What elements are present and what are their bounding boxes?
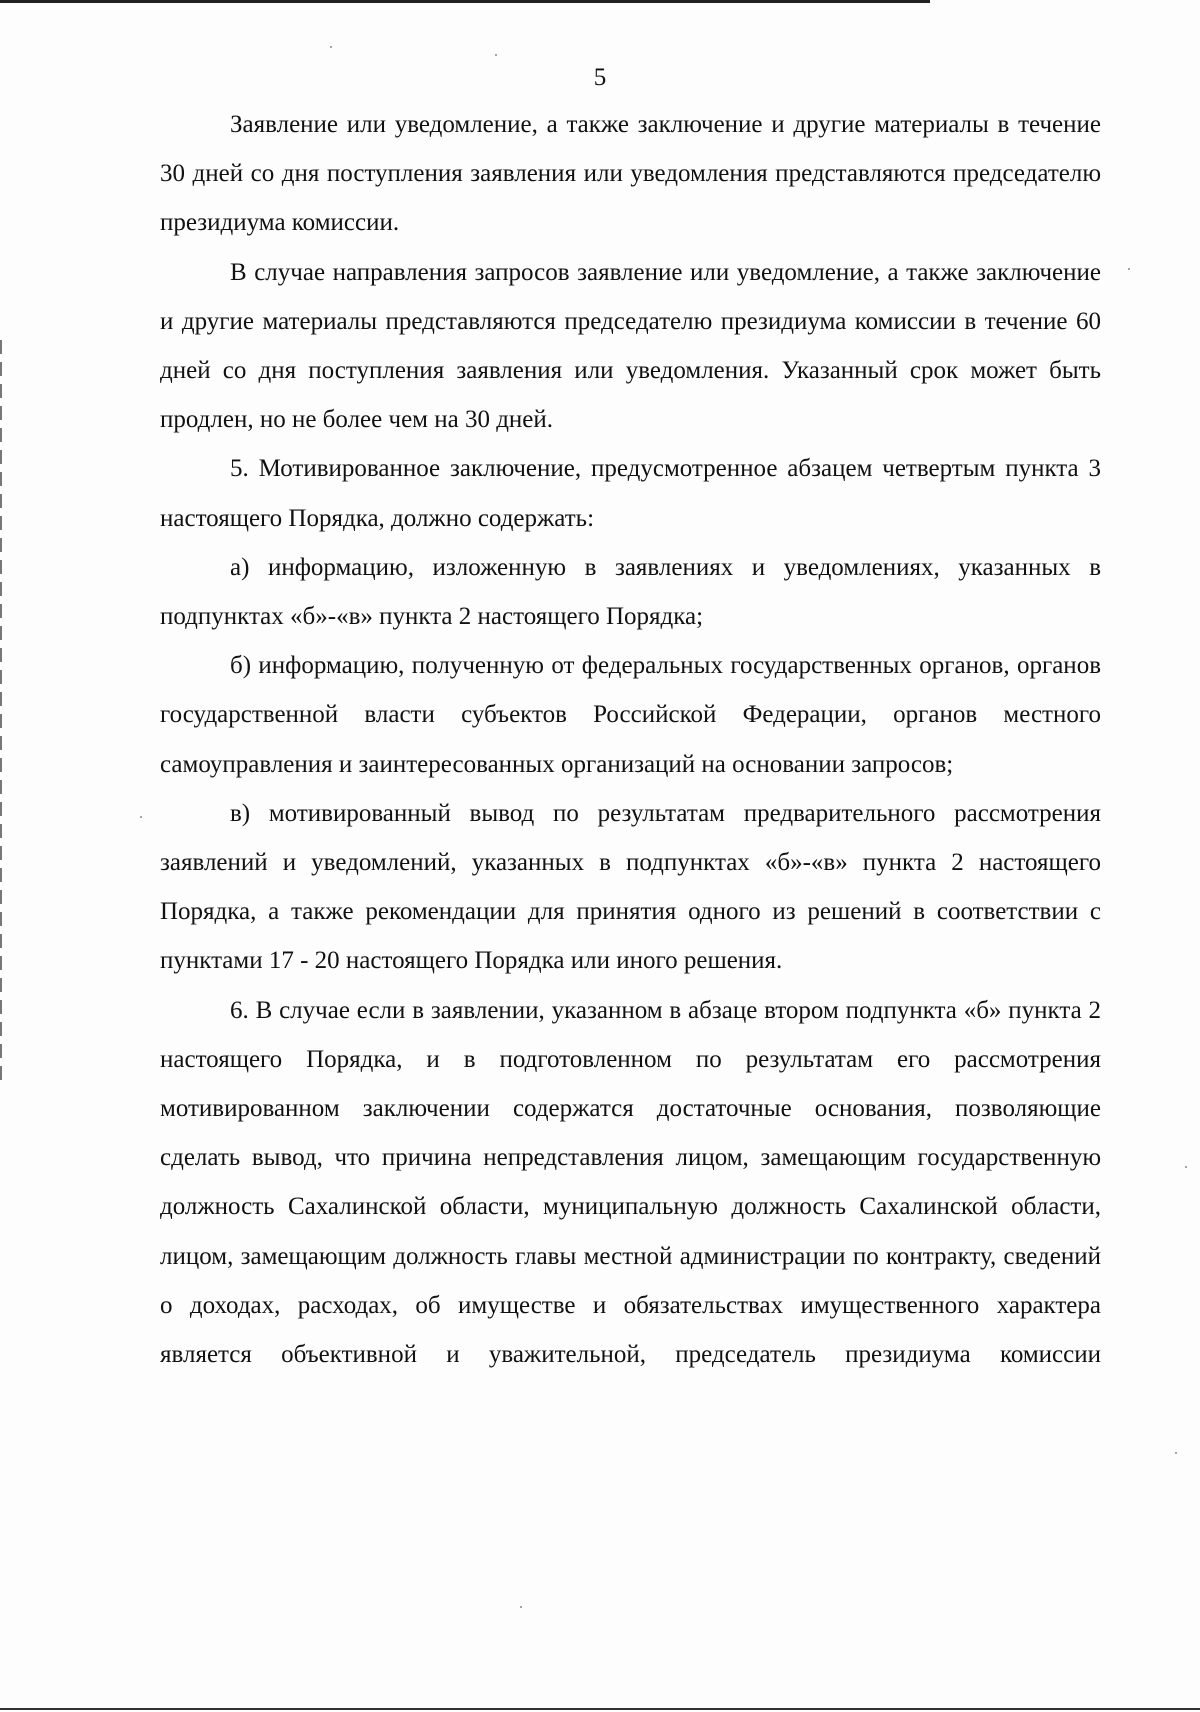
scan-speck	[495, 54, 497, 56]
paragraph-item-5v: в) мотивированный вывод по результатам предварительного рассмотрения заявлений и уведомлений, указанных в подпунктах «б»-«в» пункта 2 настоящего Порядка, а также рекомендации для принятия одного из решений в соответствии с пунктами 17 - 20 настоящего Порядка или иного решения.	[160, 799, 1101, 975]
bottom-scan-edge	[0, 1708, 1200, 1710]
paragraph-submission-60-days: В случае направления запросов заявление или уведомление, а также заключение и другие материалы представляются председателю президиума комиссии в течение 60 дней со дня поступления заявления или уведомления. Указанный срок может быть продлен, но не более чем на 30 дней.	[160, 258, 1101, 434]
scan-speck	[140, 816, 142, 818]
document-body	[160, 100, 1101, 1379]
paragraph-item-6: 6. В случае если в заявлении, указанном в абзаце втором подпункта «б» пункта 2 настоящего Порядка, и в подготовленном по результатам его рассмотрения мотивированном заключении содержатся достаточные основания, позволяющие сделать вывод, что причина непредставления лицом, замещающим государственную должность Сахалинской области, муниципальную должность Сахалинской области, лицом, замещающим должность главы местной администрации по контракту, сведений о доходах, расходах, об имуществе и обязательствах имущественного характера является объективной и уважительной, председатель президиума комиссии	[160, 996, 1101, 1369]
paragraph-submission-30-days: Заявление или уведомление, а также заключение и другие материалы в течение 30 дней со дня поступления заявления или уведомления представляются председателю президиума комиссии.	[160, 111, 1101, 237]
scan-speck	[520, 1606, 522, 1608]
left-scan-edge	[0, 340, 2, 1080]
paragraph-item-5a: а) информацию, изложенную в заявлениях и уведомлениях, указанных в подпунктах «б»-«в» пункта 2 настоящего Порядка;	[160, 553, 1101, 631]
scan-speck	[1175, 1452, 1177, 1454]
paragraph-item-5: 5. Мотивированное заключение, предусмотренное абзацем четвертым пункта 3 настоящего Порядка, должно содержать:	[160, 455, 1101, 532]
scan-speck	[1128, 268, 1130, 270]
scan-speck	[1185, 1166, 1187, 1168]
top-scan-edge	[0, 0, 930, 3]
page-number: 5	[593, 64, 607, 91]
scan-speck	[330, 46, 332, 48]
paragraph-item-5b: б) информацию, полученную от федеральных государственных органов, органов государственной власти субъектов Российской Федерации, органов местного самоуправления и заинтересованных организаций на основании запросов;	[160, 652, 1101, 778]
